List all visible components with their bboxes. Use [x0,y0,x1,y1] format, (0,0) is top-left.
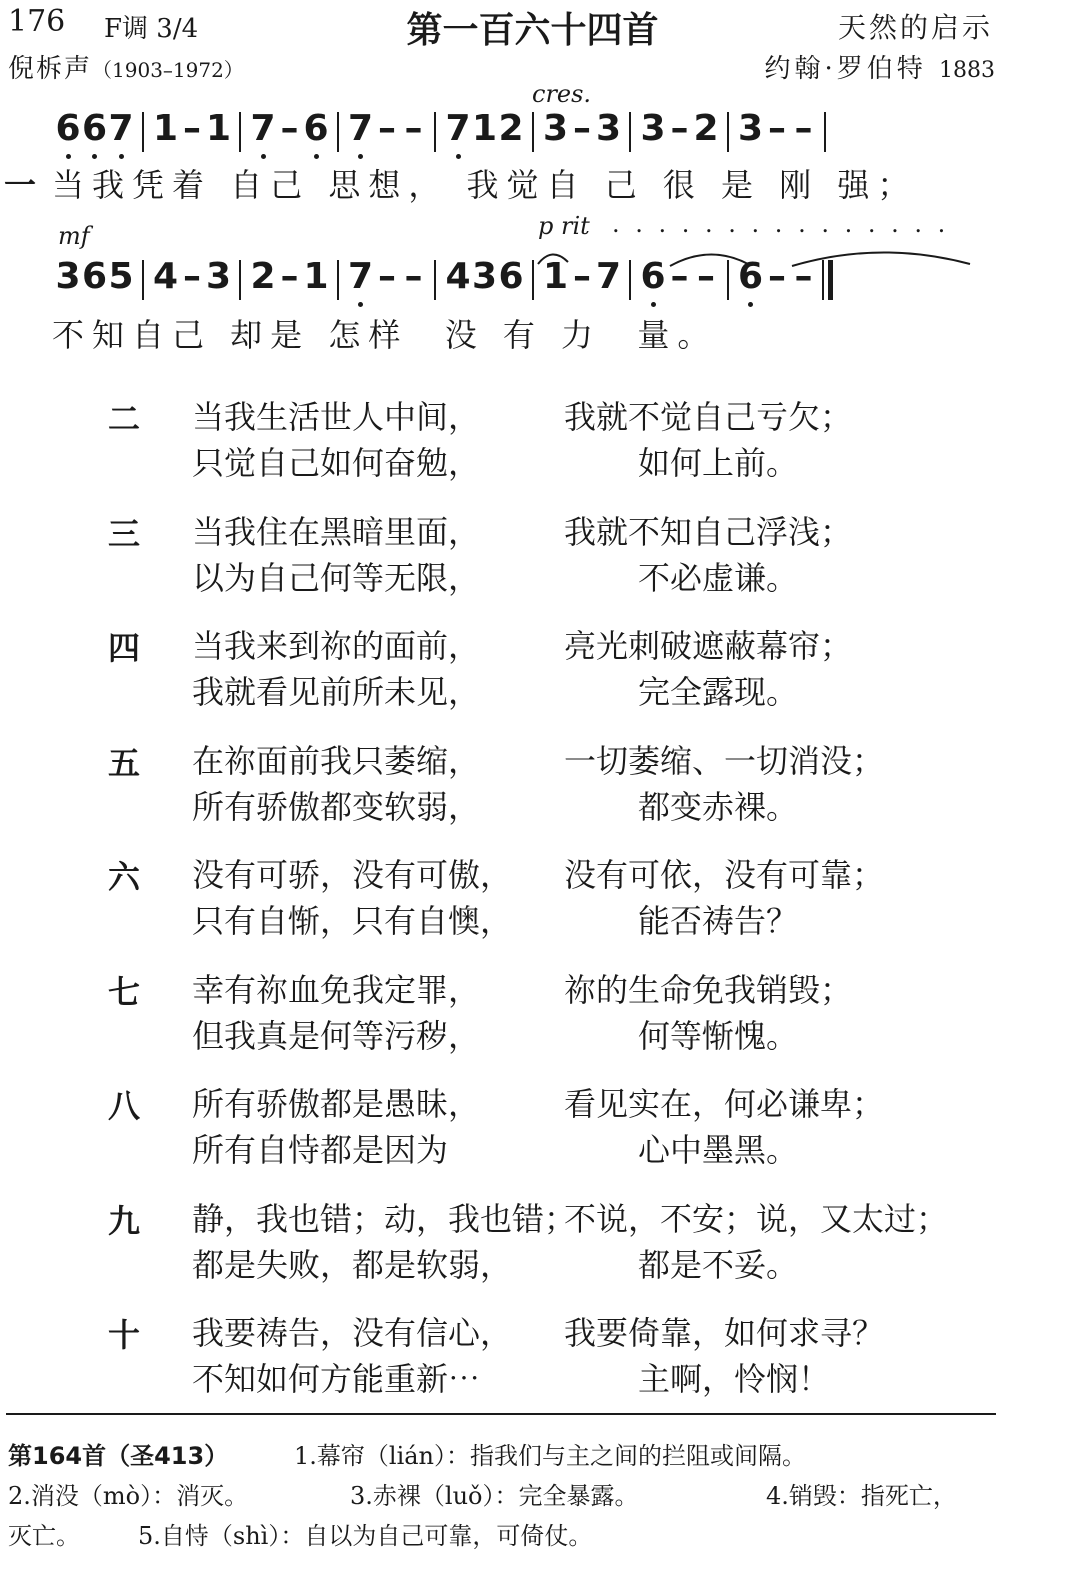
verse-line-d: 何等惭愧。 [638,1016,799,1055]
verse-line-b: 没有可依，没有可靠； [564,856,885,894]
rit-dots: . . . . . . . . . . . . . . . [612,210,950,238]
slur-3 [792,252,970,266]
verse-line-b: 亮光刺破遮蔽幕帘； [564,627,853,665]
verse-line-c: 但我真是何等污秽， [192,1016,481,1055]
translator-years: （1903–1972） [92,58,244,82]
note: 6 [55,108,81,149]
verse-number: 六 [108,858,141,896]
barline [727,112,729,152]
low-octave-dot [92,154,97,159]
note: 3 [737,108,764,149]
verse-line-a: 幸有祢血免我定罪， [192,970,481,1009]
verse-line-a: 没有可骄，没有可傲， [192,856,513,894]
verse-line-b: 我就不觉自己亏欠； [564,398,853,436]
barline [434,112,436,152]
verse-line-a: 在祢面前我只萎缩， [192,741,481,780]
verse-line-a: 当我来到祢的面前， [192,627,481,665]
barline [142,260,144,300]
verse-line-d: 都是不妥。 [638,1245,799,1284]
verse-number: 四 [108,629,141,667]
note: 1 [542,256,569,297]
note: 3 [595,108,622,149]
low-octave-dot [358,302,363,307]
verse-line-d: 都变赤裸。 [638,787,799,826]
verse-line-b: 我就不知自己浮浅； [564,512,853,551]
author-name: 约翰·罗伯特 [764,54,927,84]
verse-number: 九 [108,1201,141,1240]
verse-line-a: 当我住在黑暗里面， [192,512,481,551]
note-dash: – [378,108,396,149]
p-rit-marking: p rit [538,212,590,240]
note: 1 [303,256,329,297]
note: 3 [205,256,232,297]
verse-line-c: 只有自惭，只有自懊， [192,902,513,940]
note-dash: – [794,108,813,149]
verse-line-c: 不知如何方能重新⋯ [192,1360,481,1398]
verse-line-b: 我要倚靠，如何求寻？ [564,1314,885,1352]
notation-line-1 [54,108,1004,156]
note-dash: – [404,256,423,297]
verse-line-d: 能否祷告？ [638,902,799,940]
tune-name: 天然的启示 [837,11,993,44]
verse-line-a: 所有骄傲都是愚昧， [192,1085,481,1123]
barline [629,112,631,152]
note-dash: – [794,256,813,297]
verse-line-c: 所有骄傲都变软弱， [192,787,481,826]
hymn-title: 第一百六十四首 [406,9,659,51]
verse-line-b: 一切萎缩、一切消没； [564,741,885,780]
footnote-label: 第164首（圣413） [8,1442,229,1470]
verse-line-a: 静，我也错；动，我也错； [192,1199,577,1238]
slur-1 [538,254,568,264]
low-octave-dot [314,154,319,159]
note: 2 [250,256,276,297]
note: 4 [152,256,179,297]
verse-line-d: 主啊，怜悯！ [638,1360,831,1398]
footnote-2: 2.消没（mò）：消灭。 [8,1482,249,1510]
verse-line-d: 如何上前。 [638,444,799,482]
barline [434,260,436,300]
verse-number: 十 [108,1316,141,1354]
note: 6 [303,108,329,149]
hymn-page-number: 176 [8,4,66,39]
cres-marking: cres. [532,80,592,108]
footnote-3: 3.赤裸（luǒ）：完全暴露。 [350,1482,639,1510]
note: 3 [640,108,666,149]
mf-marking: mf [58,222,90,250]
note: 3 [542,108,569,149]
author-year: 1883 [939,58,995,83]
note-dash: – [404,108,423,149]
note: 2 [693,108,719,149]
verse-line-b: 看见实在，何必谦卑； [564,1085,885,1123]
note-dash: – [280,256,299,297]
verse-line-c: 只觉自己如何奋勉， [192,444,481,482]
barline [337,112,339,152]
verse-line-d: 不必虚谦。 [638,558,799,597]
low-octave-dot [261,154,266,159]
note: 7 [250,108,276,149]
low-octave-dot [119,154,124,159]
barline [824,112,826,152]
note: 1 [152,108,179,149]
note: 1 [205,108,232,149]
note: 6 [640,256,666,297]
note: 3 [55,256,81,297]
note: 7 [347,256,374,297]
low-octave-dot [358,154,363,159]
low-octave-dot [748,302,753,307]
note: 1 [471,108,498,149]
slur-marks [530,240,1000,270]
footnote-4: 4.销毁：指死亡， [766,1482,957,1510]
verse-line-c: 以为自己何等无限， [192,558,481,597]
footnote-1: 1.幕帘（lián）：指我们与主之间的拦阻或间隔。 [294,1442,807,1470]
verse-1-marker: 一 [4,166,41,204]
note-dash: – [768,108,786,149]
translator-name: 倪柝声 [8,54,93,84]
note: 2 [498,108,524,149]
note-dash: – [670,108,689,149]
note: 6 [81,256,108,297]
verse-number: 七 [108,972,141,1011]
verse-line-d: 完全露现。 [638,673,799,711]
note: 3 [471,256,498,297]
note-dash: – [573,108,591,149]
barline [532,112,534,152]
key-signature: F调 3/4 [104,14,199,44]
verse-line-c: 我就看见前所未见， [192,673,481,711]
note: 6 [498,256,524,297]
footnote-5: 5.自恃（shì）：自以为自己可靠，可倚仗。 [138,1522,593,1550]
note-dash: – [573,256,591,297]
verse-1-lyrics-line-1: 当我凭着 自己 思想， 我觉自 己 很 是 刚 强； [52,166,918,204]
note-dash: – [670,256,689,297]
note-dash: – [183,108,201,149]
note: 7 [595,256,622,297]
note: 6 [737,256,764,297]
verse-number: 八 [108,1087,141,1125]
author [764,48,995,85]
verse-line-b: 不说，不安；说，又太过； [564,1199,949,1238]
verse-number: 三 [108,514,141,553]
verse-line-a: 我要祷告，没有信心， [192,1314,513,1352]
verse-line-b: 祢的生命免我销毁； [564,970,853,1009]
verse-number: 二 [108,400,141,438]
verse-1-lyrics-line-2: 不知自己 却是 怎样 没 有 力 量。 [52,316,718,354]
note: 7 [347,108,374,149]
verse-number: 五 [108,743,141,782]
footnote-4-cont: 灭亡。 [8,1522,80,1550]
note-dash: – [280,108,299,149]
slur-2 [670,254,748,266]
low-octave-dot [456,154,461,159]
verse-line-d: 心中墨黑。 [638,1131,799,1169]
note: 5 [108,256,134,297]
barline [239,260,241,300]
footnote-divider [6,1413,996,1415]
note: 6 [81,108,108,149]
verse-line-a: 当我生活世人中间， [192,398,481,436]
note-dash: – [697,256,715,297]
note-dash: – [768,256,786,297]
verse-line-c: 都是失败，都是软弱， [192,1245,513,1284]
note-dash: – [183,256,201,297]
note-dash: – [378,256,396,297]
verse-line-c: 所有自恃都是因为 [192,1131,449,1169]
note: 4 [445,256,471,297]
note: 7 [445,108,471,149]
barline [239,112,241,152]
translator [8,48,244,85]
barline [337,260,339,300]
low-octave-dot [651,302,656,307]
barline [142,112,144,152]
note: 7 [108,108,134,149]
low-octave-dot [66,154,71,159]
